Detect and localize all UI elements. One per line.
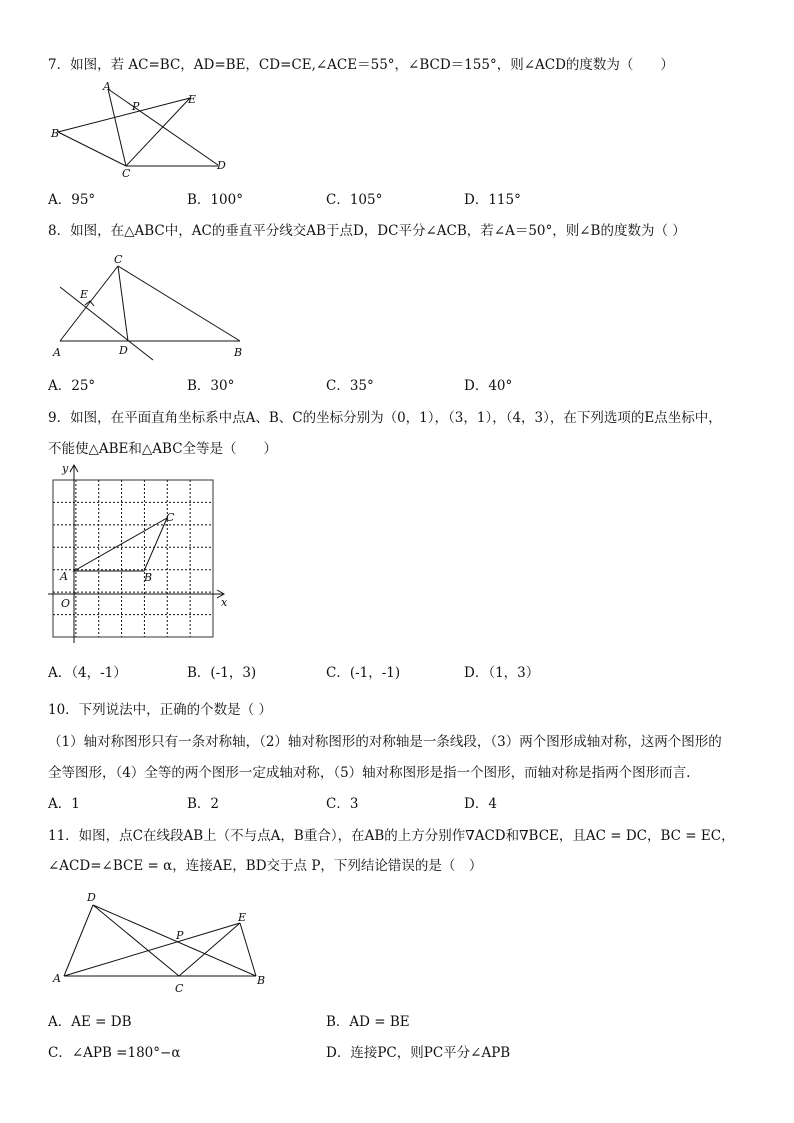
q10-option-c[interactable]: C．3 xyxy=(326,796,359,812)
q7-line-be xyxy=(58,98,190,132)
q7-option-c[interactable]: C．105° xyxy=(326,192,383,208)
q11-option-d[interactable]: D．连接PC，则PC平分∠APB xyxy=(326,1045,511,1061)
q7-line-ac xyxy=(108,89,126,166)
q9-label-x: x xyxy=(221,596,228,609)
q11-option-a[interactable]: A．AE = DB xyxy=(48,1014,132,1030)
q7-label-a: A xyxy=(103,80,111,93)
q7-line-bc xyxy=(58,132,126,166)
q11-label-b: B xyxy=(257,974,266,987)
q8-line-cd xyxy=(118,266,128,341)
q9-option-b[interactable]: B．(-1，3) xyxy=(187,665,257,681)
q7-label-p: P xyxy=(132,100,140,113)
q8-option-b[interactable]: B．30° xyxy=(187,378,235,394)
q11-option-c[interactable]: C．∠APB =180°−α xyxy=(48,1045,181,1061)
q9-label-y: y xyxy=(62,462,69,475)
q9-label-b: B xyxy=(144,571,153,584)
q11-label-p: P xyxy=(176,929,184,942)
q10-statements-line1: （1）轴对称图形只有一条对称轴，（2）轴对称图形的对称轴是一条线段，（3）两个图形成轴对称，这两个图形的 xyxy=(48,734,722,750)
q9-stem-line1: 9．如图，在平面直角坐标系中点A、B、C的坐标分别为（0，1），（3，1），（4，3），在下列选项的E点坐标中， xyxy=(48,410,722,426)
q10-option-d[interactable]: D．4 xyxy=(464,796,497,812)
q9-coordinate-grid xyxy=(40,460,240,645)
q11-label-d: D xyxy=(87,891,96,904)
q9-label-a: A xyxy=(60,570,68,583)
q8-option-d[interactable]: D．40° xyxy=(464,378,513,394)
q8-label-c: C xyxy=(114,253,123,266)
q10-option-a[interactable]: A．1 xyxy=(48,796,80,812)
q10-statements-line2: 全等图形，（4）全等的两个图形一定成轴对称，（5）轴对称图形是指一个图形，而轴对称是指两个图形而言. xyxy=(48,765,691,781)
q7-option-a[interactable]: A．95° xyxy=(48,192,96,208)
q9-triangle-abc xyxy=(74,518,167,571)
q11-label-a: A xyxy=(53,972,61,985)
q9-option-a[interactable]: A．（4，-1） xyxy=(48,665,127,681)
q8-label-b: B xyxy=(234,346,243,359)
q11-stem-line2: ∠ACD=∠BCE = α，连接AE，BD交于点 P，下列结论错误的是（ ） xyxy=(48,858,483,874)
q8-figure xyxy=(48,250,258,365)
q8-label-d: D xyxy=(119,344,128,357)
q9-grid-border xyxy=(53,480,213,637)
q10-option-b[interactable]: B．2 xyxy=(187,796,220,812)
q7-option-b[interactable]: B．100° xyxy=(187,192,243,208)
q11-label-c: C xyxy=(175,982,184,995)
q8-line-ac xyxy=(60,266,118,341)
q11-option-b[interactable]: B．AD = BE xyxy=(326,1014,410,1030)
q7-option-d[interactable]: D．115° xyxy=(464,192,521,208)
q11-stem-line1: 11．如图，点C在线段AB上（不与点A，B重合），在AB的上方分别作∇ACD和∇BCE，且AC = DC，BC = EC， xyxy=(48,828,735,844)
q9-option-d[interactable]: D．（1，3） xyxy=(464,665,540,681)
q7-label-c: C xyxy=(122,167,131,180)
q11-line-dc xyxy=(93,905,179,976)
q7-label-d: D xyxy=(217,159,226,172)
q8-line-cb xyxy=(118,266,240,341)
q11-figure xyxy=(50,890,280,1000)
q11-line-eb xyxy=(240,923,256,976)
q9-option-c[interactable]: C．(-1，-1) xyxy=(326,665,401,681)
q9-label-c: C xyxy=(166,511,175,524)
q8-label-e: E xyxy=(80,288,89,301)
q9-grid-lines xyxy=(53,480,213,637)
q8-label-a: A xyxy=(53,346,61,359)
q11-line-ad xyxy=(64,905,93,976)
q7-label-e: E xyxy=(188,93,197,106)
q9-label-o: O xyxy=(61,597,71,610)
q7-figure xyxy=(48,82,248,182)
q9-stem-line2: 不能使△ABE和△ABC全等是（ ） xyxy=(48,441,278,457)
q11-label-e: E xyxy=(238,911,247,924)
q7-stem: 7．如图，若 AC=BC，AD=BE，CD=CE,∠ACE＝55°，∠BCD＝155°，则∠ACD的度数为（ ） xyxy=(48,57,674,73)
q8-stem: 8．如图，在△ABC中，AC的垂直平分线交AB于点D，DC平分∠ACB，若∠A＝50°，则∠B的度数为（ ） xyxy=(48,223,686,239)
q7-label-b: B xyxy=(51,127,60,140)
q10-stem: 10．下列说法中，正确的个数是（ ） xyxy=(48,702,272,718)
q11-line-ce xyxy=(179,923,240,976)
q8-option-a[interactable]: A．25° xyxy=(48,378,96,394)
q8-option-c[interactable]: C．35° xyxy=(326,378,374,394)
q11-line-db xyxy=(93,905,256,976)
